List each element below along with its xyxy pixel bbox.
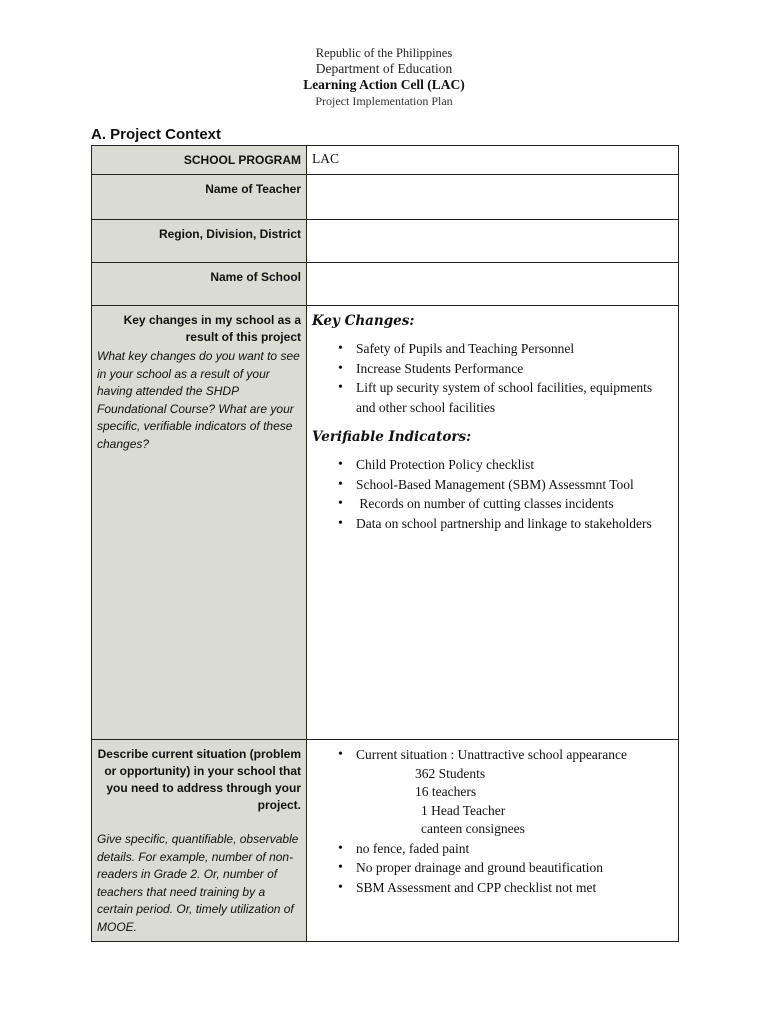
situation-head-teacher: 1 Head Teacher	[421, 802, 506, 818]
teacher-name-value[interactable]	[307, 175, 679, 220]
school-program-value[interactable]: LAC	[307, 146, 679, 175]
header-plan-title: Project Implementation Plan	[315, 94, 453, 108]
list-item: • No proper drainage and ground beautification	[312, 858, 673, 878]
list-item: • School-Based Management (SBM) Assessmnt Tool	[312, 475, 673, 495]
key-changes-note: What key changes do you want to see in your school as a result of your having attended the SHDP Foundational Course? What are your specific, verifiable indicators of these changes?	[97, 349, 300, 451]
key-changes-value[interactable]	[307, 306, 679, 740]
school-name-value[interactable]	[307, 263, 679, 306]
situation-note: Give specific, quantifiable, observable details. For example, number of non-readers in Grade 2. Or, number of teachers that need training by a certain period. Or, timely utilization of MOOE.	[97, 832, 299, 934]
situation-teachers: 16 teachers	[415, 784, 477, 799]
situation-label: Describe current situation (problem or opportunity) in your school that you need to address through your project.	[97, 747, 301, 812]
verifiable-indicators-heading: Verifiable Indicators:	[312, 429, 472, 445]
table-row	[92, 306, 679, 740]
list-item: • Current situation : Unattractive school appearance	[312, 745, 673, 765]
verifiable-indicators-list	[312, 455, 673, 533]
header-department: Department of Education	[315, 61, 453, 76]
table-row	[92, 146, 679, 175]
table-row	[92, 263, 679, 306]
list-item: • Lift up security system of school facilities, equipments and other school facilities	[312, 378, 673, 417]
list-item: • SBM Assessment and CPP checklist not met	[312, 878, 673, 898]
school-program-label: SCHOOL PROGRAM	[92, 146, 307, 175]
situation-canteen: canteen consignees	[421, 821, 525, 836]
key-changes-list	[312, 339, 673, 417]
situation-list	[312, 745, 673, 765]
header-lac-title: Learning Action Cell (LAC)	[303, 77, 465, 92]
region-label: Region, Division, District	[92, 220, 307, 263]
list-item: • Data on school partnership and linkage to stakeholders	[312, 514, 673, 534]
situation-value[interactable]	[307, 740, 679, 942]
situation-cell	[92, 740, 307, 942]
table-row	[92, 175, 679, 220]
situation-list-rest	[312, 839, 673, 898]
list-item: • Increase Students Performance	[312, 359, 673, 379]
region-value[interactable]	[307, 220, 679, 263]
key-changes-heading: Key Changes:	[312, 313, 415, 329]
situation-students: 362 Students	[415, 765, 486, 781]
list-item: • Safety of Pupils and Teaching Personnel	[312, 339, 673, 359]
table-row	[92, 220, 679, 263]
list-item: • Child Protection Policy checklist	[312, 455, 673, 475]
project-context-table	[91, 145, 679, 942]
list-item: • Records on number of cutting classes incidents	[312, 494, 673, 514]
section-title: A. Project Context	[91, 126, 222, 143]
key-changes-cell	[92, 306, 307, 740]
header-republic: Republic of the Philippines	[315, 46, 453, 60]
school-name-label: Name of School	[92, 263, 307, 306]
table-row	[92, 740, 679, 942]
key-changes-label: Key changes in my school as a result of this project	[123, 313, 301, 344]
document-header	[0, 45, 768, 109]
teacher-name-label: Name of Teacher	[92, 175, 307, 220]
list-item: • no fence, faded paint	[312, 839, 673, 859]
